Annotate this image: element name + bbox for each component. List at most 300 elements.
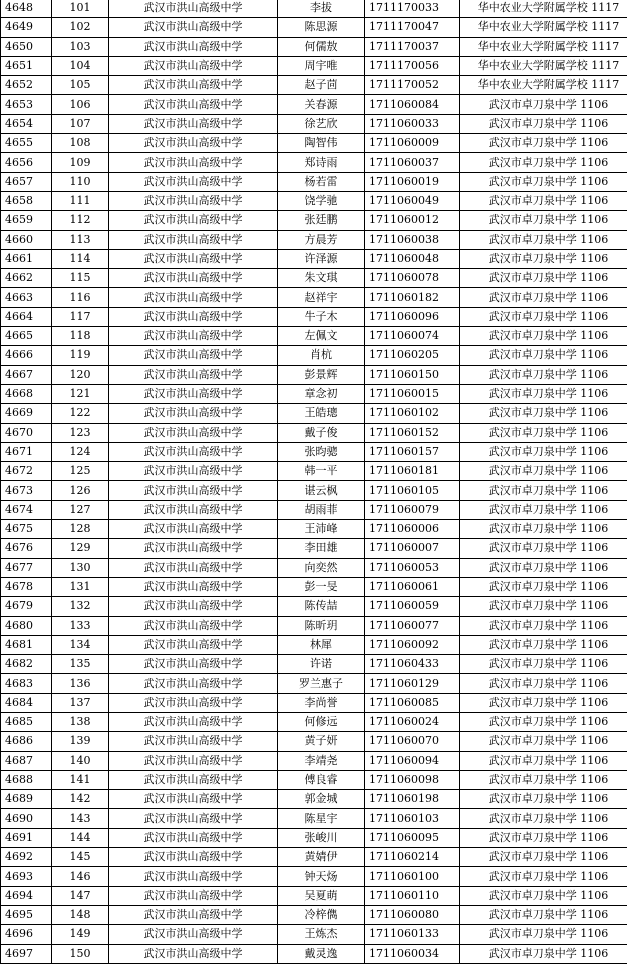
seq-no-cell: 126 [52,481,109,500]
table-row [1,539,627,558]
seq-no-cell: 101 [52,0,109,18]
middle-school-cell: 武汉市卓刀泉中学 1106 [460,500,627,519]
student-id-cell: 1711060085 [365,693,460,712]
seq-no-cell: 121 [52,384,109,403]
seq-no-cell: 122 [52,404,109,423]
table-row [1,288,627,307]
seq-no-cell: 112 [52,211,109,230]
high-school-cell: 武汉市洪山高级中学 [109,809,278,828]
row-index-cell: 4660 [1,230,52,249]
student-id-cell: 1711060133 [365,925,460,944]
row-index-cell: 4683 [1,674,52,693]
student-name-cell: 左佩文 [278,327,365,346]
table-row [1,269,627,288]
student-id-cell: 1711060034 [365,944,460,963]
student-id-cell: 1711060038 [365,230,460,249]
student-id-cell: 1711060084 [365,95,460,114]
student-id-cell: 1711060152 [365,423,460,442]
row-index-cell: 4663 [1,288,52,307]
student-name-cell: 饶学驰 [278,191,365,210]
high-school-cell: 武汉市洪山高级中学 [109,191,278,210]
student-id-cell: 1711060061 [365,577,460,596]
seq-no-cell: 135 [52,655,109,674]
student-id-cell: 1711060053 [365,558,460,577]
student-id-cell: 1711060079 [365,500,460,519]
seq-no-cell: 130 [52,558,109,577]
student-id-cell: 1711060070 [365,732,460,751]
middle-school-cell: 武汉市卓刀泉中学 1106 [460,423,627,442]
middle-school-cell: 武汉市卓刀泉中学 1106 [460,365,627,384]
seq-no-cell: 105 [52,76,109,95]
row-index-cell: 4648 [1,0,52,18]
table-row [1,230,627,249]
table-row [1,558,627,577]
student-id-cell: 1711060012 [365,211,460,230]
row-index-cell: 4655 [1,134,52,153]
high-school-cell: 武汉市洪山高级中学 [109,442,278,461]
table-row [1,597,627,616]
middle-school-cell: 武汉市卓刀泉中学 1106 [460,693,627,712]
student-id-cell: 1711170047 [365,18,460,37]
high-school-cell: 武汉市洪山高级中学 [109,577,278,596]
middle-school-cell: 武汉市卓刀泉中学 1106 [460,616,627,635]
student-name-cell: 陈传喆 [278,597,365,616]
row-index-cell: 4693 [1,867,52,886]
table-row [1,442,627,461]
row-index-cell: 4659 [1,211,52,230]
middle-school-cell: 武汉市卓刀泉中学 1106 [460,230,627,249]
seq-no-cell: 133 [52,616,109,635]
student-name-cell: 朱文琪 [278,269,365,288]
table-row [1,327,627,346]
student-name-cell: 张昀骢 [278,442,365,461]
table-row [1,134,627,153]
row-index-cell: 4696 [1,925,52,944]
student-name-cell: 王炼杰 [278,925,365,944]
middle-school-cell: 武汉市卓刀泉中学 1106 [460,790,627,809]
student-id-cell: 1711170052 [365,76,460,95]
row-index-cell: 4679 [1,597,52,616]
seq-no-cell: 144 [52,828,109,847]
student-name-cell: 罗兰惠子 [278,674,365,693]
student-name-cell: 章念初 [278,384,365,403]
high-school-cell: 武汉市洪山高级中学 [109,481,278,500]
middle-school-cell: 武汉市卓刀泉中学 1106 [460,770,627,789]
middle-school-cell: 武汉市卓刀泉中学 1106 [460,153,627,172]
table-row [1,249,627,268]
middle-school-cell: 武汉市卓刀泉中学 1106 [460,712,627,731]
student-id-cell: 1711060015 [365,384,460,403]
row-index-cell: 4687 [1,751,52,770]
student-name-cell: 冷梓儁 [278,905,365,924]
seq-no-cell: 119 [52,346,109,365]
table-row [1,365,627,384]
high-school-cell: 武汉市洪山高级中学 [109,770,278,789]
student-id-cell: 1711060019 [365,172,460,191]
seq-no-cell: 118 [52,327,109,346]
middle-school-cell: 华中农业大学附属学校 1117 [460,56,627,75]
student-name-cell: 胡雨菲 [278,500,365,519]
middle-school-cell: 武汉市卓刀泉中学 1106 [460,249,627,268]
table-row [1,211,627,230]
row-index-cell: 4681 [1,635,52,654]
high-school-cell: 武汉市洪山高级中学 [109,384,278,403]
high-school-cell: 武汉市洪山高级中学 [109,462,278,481]
middle-school-cell: 武汉市卓刀泉中学 1106 [460,191,627,210]
student-name-cell: 王沛峰 [278,520,365,539]
table-row [1,790,627,809]
high-school-cell: 武汉市洪山高级中学 [109,153,278,172]
student-name-cell: 何儒敖 [278,37,365,56]
middle-school-cell: 武汉市卓刀泉中学 1106 [460,886,627,905]
student-name-cell: 赵祥宇 [278,288,365,307]
high-school-cell: 武汉市洪山高级中学 [109,37,278,56]
student-id-cell: 1711060080 [365,905,460,924]
seq-no-cell: 106 [52,95,109,114]
middle-school-cell: 武汉市卓刀泉中学 1106 [460,384,627,403]
seq-no-cell: 124 [52,442,109,461]
seq-no-cell: 103 [52,37,109,56]
row-index-cell: 4666 [1,346,52,365]
table-row [1,732,627,751]
row-index-cell: 4677 [1,558,52,577]
student-id-cell: 1711060078 [365,269,460,288]
middle-school-cell: 华中农业大学附属学校 1117 [460,18,627,37]
high-school-cell: 武汉市洪山高级中学 [109,249,278,268]
student-name-cell: 向奕然 [278,558,365,577]
student-name-cell: 方晨芳 [278,230,365,249]
student-id-cell: 1711060102 [365,404,460,423]
table-row [1,346,627,365]
high-school-cell: 武汉市洪山高级中学 [109,867,278,886]
student-name-cell: 李尚誉 [278,693,365,712]
seq-no-cell: 148 [52,905,109,924]
high-school-cell: 武汉市洪山高级中学 [109,95,278,114]
seq-no-cell: 140 [52,751,109,770]
row-index-cell: 4669 [1,404,52,423]
student-name-cell: 戴子俊 [278,423,365,442]
high-school-cell: 武汉市洪山高级中学 [109,944,278,963]
seq-no-cell: 114 [52,249,109,268]
seq-no-cell: 139 [52,732,109,751]
middle-school-cell: 武汉市卓刀泉中学 1106 [460,577,627,596]
seq-no-cell: 120 [52,365,109,384]
student-id-cell: 1711060181 [365,462,460,481]
row-index-cell: 4682 [1,655,52,674]
row-index-cell: 4674 [1,500,52,519]
seq-no-cell: 127 [52,500,109,519]
high-school-cell: 武汉市洪山高级中学 [109,76,278,95]
middle-school-cell: 武汉市卓刀泉中学 1106 [460,751,627,770]
student-name-cell: 吴夏萌 [278,886,365,905]
student-name-cell: 许诺 [278,655,365,674]
table-row [1,809,627,828]
table-row [1,114,627,133]
seq-no-cell: 137 [52,693,109,712]
seq-no-cell: 128 [52,520,109,539]
student-name-cell: 彭景辉 [278,365,365,384]
high-school-cell: 武汉市洪山高级中学 [109,558,278,577]
student-name-cell: 钟天炀 [278,867,365,886]
student-name-cell: 赵子茴 [278,76,365,95]
middle-school-cell: 武汉市卓刀泉中学 1106 [460,134,627,153]
table-row [1,172,627,191]
middle-school-cell: 武汉市卓刀泉中学 1106 [460,558,627,577]
row-index-cell: 4673 [1,481,52,500]
student-name-cell: 陈星宇 [278,809,365,828]
student-id-cell: 1711060033 [365,114,460,133]
high-school-cell: 武汉市洪山高级中学 [109,56,278,75]
student-name-cell: 周宇唯 [278,56,365,75]
middle-school-cell: 武汉市卓刀泉中学 1106 [460,925,627,944]
student-id-cell: 1711060100 [365,867,460,886]
student-id-cell: 1711060433 [365,655,460,674]
seq-no-cell: 143 [52,809,109,828]
student-name-cell: 杨若雷 [278,172,365,191]
table-row [1,404,627,423]
high-school-cell: 武汉市洪山高级中学 [109,500,278,519]
row-index-cell: 4649 [1,18,52,37]
seq-no-cell: 110 [52,172,109,191]
student-id-cell: 1711060103 [365,809,460,828]
seq-no-cell: 146 [52,867,109,886]
student-id-cell: 1711060092 [365,635,460,654]
row-index-cell: 4667 [1,365,52,384]
seq-no-cell: 132 [52,597,109,616]
seq-no-cell: 149 [52,925,109,944]
table-row [1,577,627,596]
table-row [1,307,627,326]
table-row [1,770,627,789]
row-index-cell: 4689 [1,790,52,809]
row-index-cell: 4661 [1,249,52,268]
row-index-cell: 4690 [1,809,52,828]
table-row [1,828,627,847]
middle-school-cell: 武汉市卓刀泉中学 1106 [460,288,627,307]
seq-no-cell: 102 [52,18,109,37]
row-index-cell: 4695 [1,905,52,924]
seq-no-cell: 116 [52,288,109,307]
middle-school-cell: 武汉市卓刀泉中学 1106 [460,327,627,346]
row-index-cell: 4685 [1,712,52,731]
seq-no-cell: 129 [52,539,109,558]
high-school-cell: 武汉市洪山高级中学 [109,905,278,924]
high-school-cell: 武汉市洪山高级中学 [109,230,278,249]
row-index-cell: 4668 [1,384,52,403]
row-index-cell: 4650 [1,37,52,56]
table-row [1,886,627,905]
student-name-cell: 李田雄 [278,539,365,558]
high-school-cell: 武汉市洪山高级中学 [109,616,278,635]
high-school-cell: 武汉市洪山高级中学 [109,269,278,288]
middle-school-cell: 武汉市卓刀泉中学 1106 [460,828,627,847]
row-index-cell: 4656 [1,153,52,172]
student-id-cell: 1711060150 [365,365,460,384]
row-index-cell: 4684 [1,693,52,712]
table-row [1,191,627,210]
student-name-cell: 黄子妍 [278,732,365,751]
student-name-cell: 韩一平 [278,462,365,481]
student-name-cell: 王皓璁 [278,404,365,423]
row-index-cell: 4657 [1,172,52,191]
table-row [1,867,627,886]
seq-no-cell: 142 [52,790,109,809]
high-school-cell: 武汉市洪山高级中学 [109,134,278,153]
high-school-cell: 武汉市洪山高级中学 [109,848,278,867]
student-id-cell: 1711060098 [365,770,460,789]
middle-school-cell: 武汉市卓刀泉中学 1106 [460,905,627,924]
student-id-cell: 1711060074 [365,327,460,346]
student-id-cell: 1711060007 [365,539,460,558]
table-row [1,500,627,519]
middle-school-cell: 武汉市卓刀泉中学 1106 [460,520,627,539]
student-id-cell: 1711060129 [365,674,460,693]
high-school-cell: 武汉市洪山高级中学 [109,828,278,847]
student-name-cell: 陈昕玥 [278,616,365,635]
middle-school-cell: 武汉市卓刀泉中学 1106 [460,462,627,481]
high-school-cell: 武汉市洪山高级中学 [109,674,278,693]
middle-school-cell: 华中农业大学附属学校 1117 [460,37,627,56]
row-index-cell: 4665 [1,327,52,346]
row-index-cell: 4670 [1,423,52,442]
student-name-cell: 徐艺欣 [278,114,365,133]
middle-school-cell: 华中农业大学附属学校 1117 [460,0,627,18]
row-index-cell: 4697 [1,944,52,963]
row-index-cell: 4676 [1,539,52,558]
table-row [1,384,627,403]
seq-no-cell: 125 [52,462,109,481]
middle-school-cell: 武汉市卓刀泉中学 1106 [460,867,627,886]
student-id-cell: 1711060095 [365,828,460,847]
middle-school-cell: 武汉市卓刀泉中学 1106 [460,732,627,751]
seq-no-cell: 111 [52,191,109,210]
table-row [1,18,627,37]
student-id-cell: 1711060006 [365,520,460,539]
student-name-cell: 李拔 [278,0,365,18]
table-row [1,153,627,172]
student-name-cell: 关春源 [278,95,365,114]
table-row [1,95,627,114]
table-row [1,712,627,731]
student-id-cell: 1711060214 [365,848,460,867]
row-index-cell: 4686 [1,732,52,751]
row-index-cell: 4671 [1,442,52,461]
student-id-cell: 1711060048 [365,249,460,268]
student-name-cell: 陈思源 [278,18,365,37]
row-index-cell: 4691 [1,828,52,847]
table-row [1,462,627,481]
table-row [1,635,627,654]
high-school-cell: 武汉市洪山高级中学 [109,539,278,558]
student-id-cell: 1711060110 [365,886,460,905]
student-name-cell: 黄婧伊 [278,848,365,867]
student-id-cell: 1711060037 [365,153,460,172]
high-school-cell: 武汉市洪山高级中学 [109,172,278,191]
table-row [1,674,627,693]
student-id-cell: 1711060205 [365,346,460,365]
student-name-cell: 郑诗雨 [278,153,365,172]
middle-school-cell: 武汉市卓刀泉中学 1106 [460,211,627,230]
student-id-cell: 1711060009 [365,134,460,153]
seq-no-cell: 115 [52,269,109,288]
high-school-cell: 武汉市洪山高级中学 [109,114,278,133]
row-index-cell: 4675 [1,520,52,539]
high-school-cell: 武汉市洪山高级中学 [109,346,278,365]
table-row [1,0,627,18]
seq-no-cell: 123 [52,423,109,442]
middle-school-cell: 武汉市卓刀泉中学 1106 [460,95,627,114]
table-row [1,616,627,635]
seq-no-cell: 109 [52,153,109,172]
seq-no-cell: 107 [52,114,109,133]
middle-school-cell: 武汉市卓刀泉中学 1106 [460,404,627,423]
middle-school-cell: 武汉市卓刀泉中学 1106 [460,674,627,693]
high-school-cell: 武汉市洪山高级中学 [109,693,278,712]
student-id-cell: 1711170037 [365,37,460,56]
high-school-cell: 武汉市洪山高级中学 [109,886,278,905]
student-name-cell: 肖杭 [278,346,365,365]
seq-no-cell: 113 [52,230,109,249]
row-index-cell: 4678 [1,577,52,596]
student-name-cell: 郭金城 [278,790,365,809]
high-school-cell: 武汉市洪山高级中学 [109,211,278,230]
row-index-cell: 4688 [1,770,52,789]
seq-no-cell: 138 [52,712,109,731]
student-name-cell: 彭一旻 [278,577,365,596]
high-school-cell: 武汉市洪山高级中学 [109,655,278,674]
table-row [1,925,627,944]
high-school-cell: 武汉市洪山高级中学 [109,520,278,539]
table-row [1,76,627,95]
middle-school-cell: 武汉市卓刀泉中学 1106 [460,114,627,133]
table-row [1,905,627,924]
seq-no-cell: 150 [52,944,109,963]
high-school-cell: 武汉市洪山高级中学 [109,288,278,307]
middle-school-cell: 武汉市卓刀泉中学 1106 [460,635,627,654]
row-index-cell: 4651 [1,56,52,75]
high-school-cell: 武汉市洪山高级中学 [109,732,278,751]
row-index-cell: 4672 [1,462,52,481]
middle-school-cell: 武汉市卓刀泉中学 1106 [460,442,627,461]
middle-school-cell: 武汉市卓刀泉中学 1106 [460,809,627,828]
seq-no-cell: 108 [52,134,109,153]
student-name-cell: 谌云枫 [278,481,365,500]
middle-school-cell: 华中农业大学附属学校 1117 [460,76,627,95]
student-id-cell: 1711170056 [365,56,460,75]
student-id-cell: 1711060049 [365,191,460,210]
high-school-cell: 武汉市洪山高级中学 [109,307,278,326]
row-index-cell: 4662 [1,269,52,288]
high-school-cell: 武汉市洪山高级中学 [109,0,278,18]
row-index-cell: 4653 [1,95,52,114]
row-index-cell: 4664 [1,307,52,326]
student-id-cell: 1711060094 [365,751,460,770]
student-id-cell: 1711060157 [365,442,460,461]
high-school-cell: 武汉市洪山高级中学 [109,327,278,346]
student-name-cell: 张峻川 [278,828,365,847]
student-name-cell: 傅良睿 [278,770,365,789]
middle-school-cell: 武汉市卓刀泉中学 1106 [460,539,627,558]
high-school-cell: 武汉市洪山高级中学 [109,925,278,944]
middle-school-cell: 武汉市卓刀泉中学 1106 [460,346,627,365]
table-row [1,693,627,712]
student-name-cell: 李靖尧 [278,751,365,770]
table-row [1,520,627,539]
student-id-cell: 1711060059 [365,597,460,616]
student-name-cell: 张廷鹏 [278,211,365,230]
table-row [1,848,627,867]
row-index-cell: 4694 [1,886,52,905]
